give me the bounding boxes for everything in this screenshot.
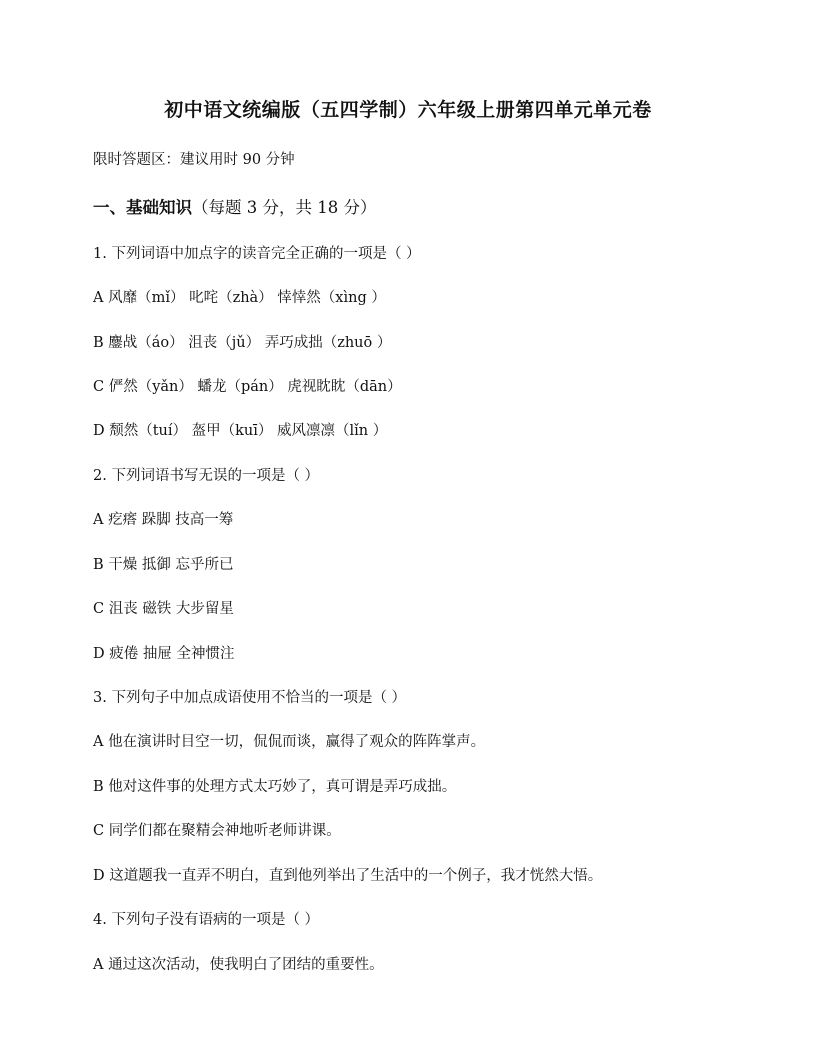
question-2-option-a: A 疙瘩 跺脚 技高一筹 — [93, 512, 234, 528]
question-2: 2. 下列词语书写无误的一项是（ ） — [93, 468, 320, 484]
question-2-option-d: D 疲倦 抽屉 全神惯注 — [93, 646, 235, 662]
question-2-option-b: B 干燥 抵御 忘乎所已 — [93, 557, 234, 573]
question-1-option-c: C 俨然（yǎn） 蟠龙（pán） 虎视眈眈（dān） — [93, 379, 402, 395]
question-4-option-a: A 通过这次活动，使我明白了团结的重要性。 — [93, 957, 384, 973]
question-4: 4. 下列句子没有语病的一项是（ ） — [93, 912, 320, 928]
time-note: 限时答题区：建议用时 90 分钟 — [93, 152, 295, 168]
section-points: （每题 3 分，共 18 分） — [192, 198, 377, 217]
question-1-option-d: D 颓然（tuí） 盔甲（kuī） 威风凛凛（lǐn ） — [93, 423, 388, 439]
question-2-option-c: C 沮丧 磁铁 大步留星 — [93, 601, 234, 617]
question-1-option-a: A 风靡（mǐ） 叱咤（zhà） 悻悻然（xìng ） — [93, 290, 386, 306]
section-heading — [93, 197, 376, 219]
question-1-option-b: B 鏖战（áo） 沮丧（jǔ） 弄巧成拙（zhuō ） — [93, 335, 392, 351]
page-title: 初中语文统编版（五四学制）六年级上册第四单元单元卷 — [164, 99, 652, 121]
question-3-option-d: D 这道题我一直弄不明白，直到他列举出了生活中的一个例子，我才恍然大悟。 — [93, 868, 603, 884]
question-3-option-b: B 他对这件事的处理方式太巧妙了，真可谓是弄巧成拙。 — [93, 779, 457, 795]
section-title: 一、基础知识 — [93, 198, 192, 217]
question-3-option-c: C 同学们都在聚精会神地听老师讲课。 — [93, 823, 341, 839]
question-3-option-a: A 他在演讲时目空一切，侃侃而谈，赢得了观众的阵阵掌声。 — [93, 734, 486, 750]
question-3: 3. 下列句子中加点成语使用不恰当的一项是（ ） — [93, 690, 407, 706]
question-1: 1. 下列词语中加点字的读音完全正确的一项是（ ） — [93, 246, 421, 262]
